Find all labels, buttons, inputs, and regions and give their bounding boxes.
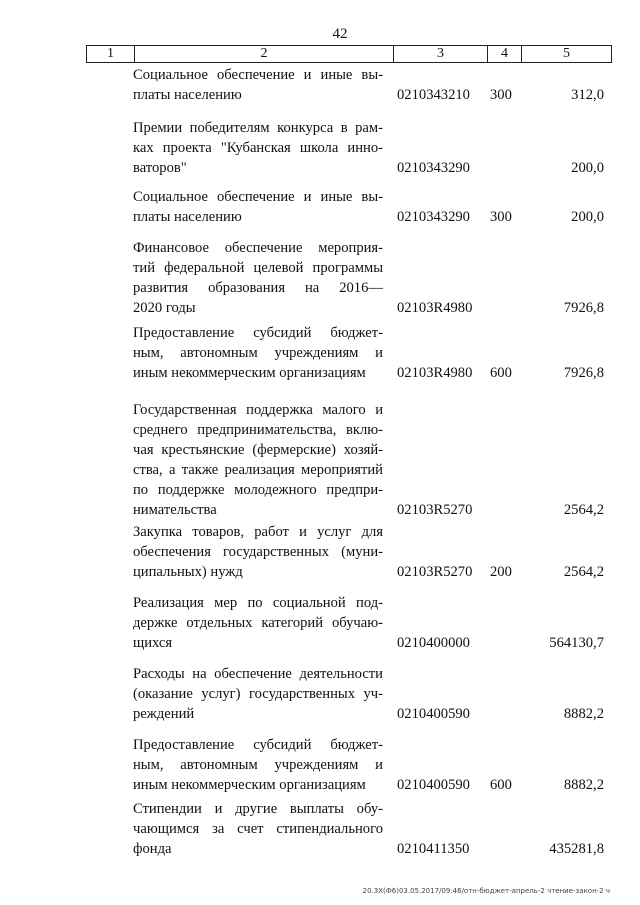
description-line: тий федеральной целевой программы <box>133 260 383 276</box>
description-line: Стипендии и другие выплаты обу- <box>133 801 383 817</box>
row-description <box>133 187 383 227</box>
target-article-code: 0210343210 <box>397 87 470 103</box>
amount-value: 8882,2 <box>563 777 604 793</box>
column-header-3: 3 <box>394 46 488 63</box>
target-article-code: 0210411350 <box>397 841 470 857</box>
expense-type-code: 600 <box>490 365 512 381</box>
target-article-code: 02103R4980 <box>397 365 473 381</box>
amount-value: 312,0 <box>571 87 604 103</box>
target-article-code: 0210400590 <box>397 706 470 722</box>
description-line: ства, а также реализация мероприятий <box>133 462 383 478</box>
description-line: нимательства <box>133 502 217 518</box>
description-line: иным некоммерческим организациям <box>133 365 366 381</box>
amount-value: 200,0 <box>571 209 604 225</box>
amount-value: 7926,8 <box>563 365 604 381</box>
amount-value: 7926,8 <box>563 300 604 316</box>
description-line: платы населению <box>133 209 242 225</box>
column-header-4: 4 <box>488 46 522 63</box>
description-line: Государственная поддержка малого и <box>133 402 383 418</box>
description-line: среднего предпринимательства, вклю- <box>133 422 383 438</box>
description-line: щихся <box>133 635 173 651</box>
description-line: ным, автономным учреждениям и <box>133 345 383 361</box>
description-line: платы населению <box>133 87 242 103</box>
row-description <box>133 400 383 520</box>
amount-value: 200,0 <box>571 160 604 176</box>
description-line: держке отдельных категорий обучаю- <box>133 615 383 631</box>
row-description <box>133 593 383 653</box>
column-header-5: 5 <box>522 46 612 63</box>
description-line: по поддержке молодежного предпри- <box>133 482 383 498</box>
row-description <box>133 323 383 383</box>
row-description <box>133 65 383 105</box>
column-header-2: 2 <box>135 46 394 63</box>
target-article-code: 02103R5270 <box>397 564 473 580</box>
amount-value: 435281,8 <box>549 841 604 857</box>
target-article-code: 0210400000 <box>397 635 470 651</box>
row-description <box>133 664 383 724</box>
description-line: Премии победителям конкурса в рам- <box>133 120 383 136</box>
target-article-code: 02103R4980 <box>397 300 473 316</box>
description-line: ваторов" <box>133 160 187 176</box>
column-header-1: 1 <box>87 46 135 63</box>
description-line: иным некоммерческим организациям <box>133 777 366 793</box>
description-line: ках проекта "Кубанская школа инно- <box>133 140 383 156</box>
row-description <box>133 522 383 582</box>
amount-value: 8882,2 <box>563 706 604 722</box>
description-line: ным, автономным учреждениям и <box>133 757 383 773</box>
description-line: Предоставление субсидий бюджет- <box>133 737 383 753</box>
description-line: Социальное обеспечение и иные вы- <box>133 189 383 205</box>
description-line: (оказание услуг) государственных уч- <box>133 686 383 702</box>
row-description <box>133 238 383 318</box>
expense-type-code: 300 <box>490 209 512 225</box>
description-line: обеспечения государственных (муни- <box>133 544 383 560</box>
description-line: чая крестьянские (фермерские) хозяй- <box>133 442 383 458</box>
page-number: 42 <box>332 26 348 42</box>
amount-value: 2564,2 <box>563 564 604 580</box>
description-line: Предоставление субсидий бюджет- <box>133 325 383 341</box>
row-description <box>133 118 383 178</box>
target-article-code: 0210343290 <box>397 209 470 225</box>
expense-type-code: 200 <box>490 564 512 580</box>
description-line: чающимся за счет стипендиального <box>133 821 383 837</box>
target-article-code: 02103R5270 <box>397 502 473 518</box>
description-line: Расходы на обеспечение деятельности <box>133 666 383 682</box>
target-article-code: 0210400590 <box>397 777 470 793</box>
description-line: развития образования на 2016— <box>133 280 383 296</box>
row-description <box>133 799 383 859</box>
target-article-code: 0210343290 <box>397 160 470 176</box>
row-description <box>133 735 383 795</box>
expense-type-code: 300 <box>490 87 512 103</box>
amount-value: 564130,7 <box>549 635 604 651</box>
description-line: реждений <box>133 706 195 722</box>
description-line: фонда <box>133 841 172 857</box>
description-line: ципальных) нужд <box>133 564 243 580</box>
document-footer-id: 20.3Х(Ф6)03.05.2017/09:46/отн-бюджет-апрель-2 чтение-закон-2 ч <box>362 887 610 895</box>
description-line: Реализация мер по социальной под- <box>133 595 383 611</box>
description-line: Финансовое обеспечение мероприя- <box>133 240 383 256</box>
amount-value: 2564,2 <box>563 502 604 518</box>
description-line: Социальное обеспечение и иные вы- <box>133 67 383 83</box>
description-line: Закупка товаров, работ и услуг для <box>133 524 383 540</box>
description-line: 2020 годы <box>133 300 196 316</box>
expense-type-code: 600 <box>490 777 512 793</box>
